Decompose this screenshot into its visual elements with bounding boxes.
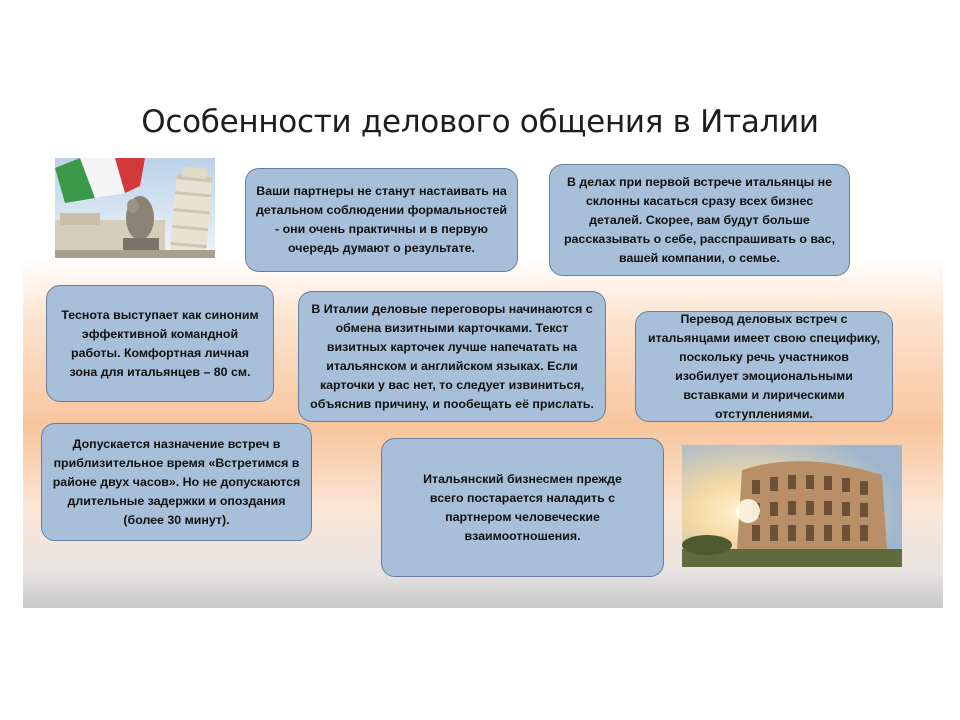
info-box-relations [381,438,664,577]
info-box-translation-text: Перевод деловых встреч с итальянцами имеет свою специфику, поскольку речь участников изобилует эмоциональными вставками и лирическими отступлениями. [647,311,881,421]
info-box-first-meeting-text: В делах при первой встрече итальянцы не склонны касаться сразу всех бизнес деталей. Скорее, вам будут больше рассказывать о себе, расспрашивать о вас, вашей компании, о семье. [563,174,836,265]
info-box-closeness [46,285,274,402]
colosseum-image [682,445,902,567]
info-box-first-meeting [549,164,850,276]
info-box-business-cards [298,291,606,422]
info-box-business-cards-text: В Италии деловые переговоры начинаются с обмена визитными карточками. Текст визитных карточек лучше напечатать на итальянском и английском языках. Если карточки у вас нет, то следует извиниться, объяснив причину, и пообещать её прислать. [310,301,594,411]
info-box-timing [41,423,312,541]
slide-title: Особенности делового общения в Италии [141,104,819,140]
info-box-translation [635,311,893,422]
info-box-partners [245,168,518,272]
pisa-image [55,158,215,258]
info-box-relations-text: Итальянский бизнесмен прежде всего постарается наладить с партнером человеческие взаимоотношения. [423,471,622,543]
info-box-partners-text: Ваши партнеры не станут настаивать на детальном соблюдении формальностей - они очень практичны и в первую очередь думают о результате. [256,184,507,255]
info-box-timing-text: Допускается назначение встреч в приблизительное время «Встретимся в районе двух часов». Но не допускаются длительные задержки и опоздания (более 30 минут). [52,436,301,527]
info-box-closeness-text: Теснота выступает как синоним эффективной командной работы. Комфортная личная зона для итальянцев – 80 см. [61,307,259,379]
